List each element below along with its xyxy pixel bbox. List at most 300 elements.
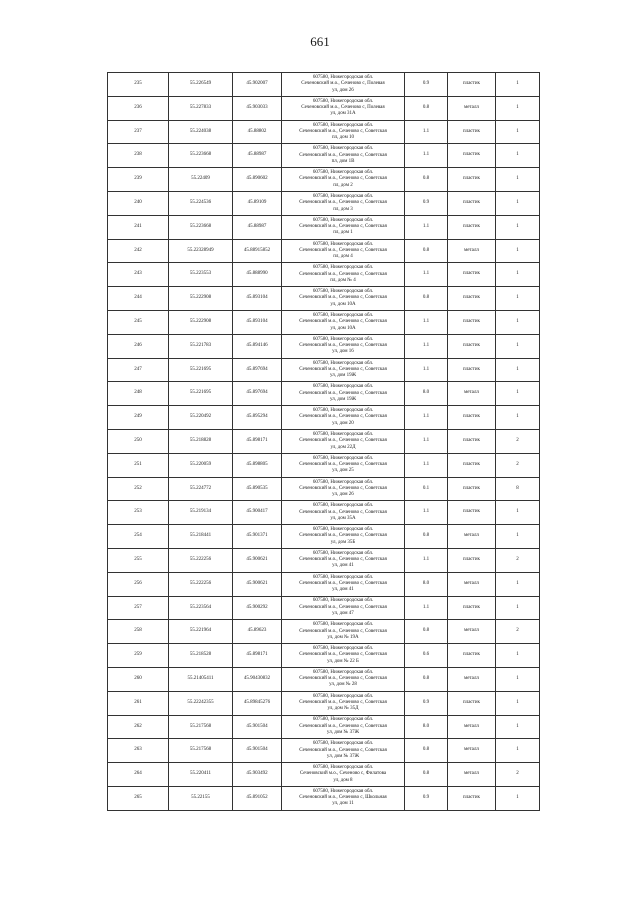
table-row xyxy=(108,739,540,763)
row-number-cell: 264 xyxy=(108,763,169,787)
longitude-cell: 45.898805 xyxy=(233,453,282,477)
row-number-cell: 263 xyxy=(108,739,169,763)
address-line: Сеченовский м.о., Сеченово с, Советская xyxy=(299,580,387,586)
address-line: Сеченовский м.о., Сеченово с, Советская xyxy=(299,723,387,729)
address-cell xyxy=(282,144,405,168)
material-cell: металл xyxy=(448,739,496,763)
table-row xyxy=(108,644,540,668)
count-cell: 1 xyxy=(496,382,540,406)
longitude-cell: 45.903492 xyxy=(233,763,282,787)
address-cell xyxy=(282,453,405,477)
address-cell xyxy=(282,73,405,97)
address-cell xyxy=(282,644,405,668)
material-cell: пластик xyxy=(448,644,496,668)
row-number-cell: 235 xyxy=(108,73,169,97)
address-cell xyxy=(282,287,405,311)
row-number-cell: 250 xyxy=(108,429,169,453)
material-cell: пластик xyxy=(448,691,496,715)
material-cell: пластик xyxy=(448,596,496,620)
count-cell: 1 xyxy=(496,287,540,311)
row-number-cell: 258 xyxy=(108,620,169,644)
address-cell xyxy=(282,620,405,644)
row-number-cell: 239 xyxy=(108,168,169,192)
material-cell: металл xyxy=(448,96,496,120)
row-number-cell: 240 xyxy=(108,191,169,215)
latitude-cell: 55.218828 xyxy=(169,429,233,453)
volume-cell: 1.1 xyxy=(405,596,448,620)
material-cell: пластик xyxy=(448,73,496,97)
table-row xyxy=(108,548,540,572)
volume-cell: 0.6 xyxy=(405,644,448,668)
material-cell: пластик xyxy=(448,477,496,501)
address-line: 607580, Нижегородская обл. xyxy=(312,717,374,723)
count-cell: 1 xyxy=(496,691,540,715)
volume-cell: 0.1 xyxy=(405,477,448,501)
address-line: 607580, Нижегородская обл. xyxy=(312,98,374,104)
longitude-cell: 45.89623 xyxy=(233,620,282,644)
address-cell xyxy=(282,667,405,691)
address-cell xyxy=(282,191,405,215)
longitude-cell: 45.888990 xyxy=(233,263,282,287)
material-cell: металл xyxy=(448,715,496,739)
address-line: ул, дом № 37Ж xyxy=(326,753,360,759)
material-cell: металл xyxy=(448,763,496,787)
address-line: Сеченовский м.о., Сеченово с, Советская xyxy=(299,628,387,634)
address-line: ул, дом 11 xyxy=(332,801,354,807)
count-cell: 1 xyxy=(496,168,540,192)
longitude-cell: 45.898171 xyxy=(233,429,282,453)
row-number-cell: 246 xyxy=(108,334,169,358)
address-line: Сеченовский м.о., Сеченово с, Советская xyxy=(299,509,387,515)
longitude-cell: 45.898171 xyxy=(233,644,282,668)
address-line: Сеченовский м.о., Сеченово с, Советская xyxy=(299,200,387,206)
count-cell: 1 xyxy=(496,715,540,739)
volume-cell: 0.8 xyxy=(405,763,448,787)
table-row xyxy=(108,691,540,715)
table-row xyxy=(108,191,540,215)
address-cell xyxy=(282,96,405,120)
address-line: Сеченовский м.о., Сеченово с, Советская xyxy=(299,295,387,301)
table-body xyxy=(108,73,540,811)
latitude-cell: 55.221783 xyxy=(169,334,233,358)
address-line: Сеченовский м.о., Сеченово с, Советская xyxy=(299,747,387,753)
address-line: Сеченовский м.о., Сеченово с, Советская xyxy=(299,319,387,325)
address-line: ул, дом 10А xyxy=(330,301,356,307)
longitude-cell: 45.88802 xyxy=(233,120,282,144)
address-line: ул, дом 16 xyxy=(332,349,354,355)
address-cell xyxy=(282,358,405,382)
address-line: 607580, Нижегородская обл. xyxy=(312,455,374,461)
latitude-cell: 55.223668 xyxy=(169,144,233,168)
table-row xyxy=(108,120,540,144)
longitude-cell: 45.900417 xyxy=(233,501,282,525)
volume-cell: 0.9 xyxy=(405,786,448,810)
longitude-cell: 45.901504 xyxy=(233,739,282,763)
count-cell: 1 xyxy=(496,239,540,263)
address-cell xyxy=(282,168,405,192)
longitude-cell: 45.897694 xyxy=(233,382,282,406)
latitude-cell: 55.222256 xyxy=(169,548,233,572)
address-line: ул, дом 26 xyxy=(332,87,354,93)
material-cell: металл xyxy=(448,572,496,596)
latitude-cell: 55.217568 xyxy=(169,715,233,739)
row-number-cell: 252 xyxy=(108,477,169,501)
address-line: ул, дом 8 xyxy=(333,777,353,783)
address-line: Сеченовский м.о., Сеченово с, Полевая xyxy=(301,81,385,87)
address-cell xyxy=(282,310,405,334)
address-cell xyxy=(282,239,405,263)
volume-cell: 1.1 xyxy=(405,358,448,382)
material-cell: металл xyxy=(448,525,496,549)
count-cell: 1 xyxy=(496,525,540,549)
longitude-cell: 45.89109 xyxy=(233,191,282,215)
material-cell: пластик xyxy=(448,168,496,192)
address-cell xyxy=(282,691,405,715)
latitude-cell: 55.220059 xyxy=(169,453,233,477)
volume-cell: 1.1 xyxy=(405,120,448,144)
page-number: 661 xyxy=(310,34,330,49)
address-cell xyxy=(282,715,405,739)
longitude-cell: 45.891052 xyxy=(233,786,282,810)
address-line: 607580, Нижегородская обл. xyxy=(312,431,374,437)
table-row xyxy=(108,96,540,120)
material-cell: пластик xyxy=(448,548,496,572)
latitude-cell: 55.222256 xyxy=(169,572,233,596)
table-row xyxy=(108,310,540,334)
address-line: ул, дом № 37Ж xyxy=(326,730,360,736)
address-line: 607580, Нижегородская обл. xyxy=(312,503,374,509)
address-line: 607580, Нижегородская обл. xyxy=(312,265,374,271)
latitude-cell: 55.218441 xyxy=(169,525,233,549)
address-line: 607580, Нижегородская обл. xyxy=(312,336,374,342)
address-line: Сеченовский м.о., Сеченово с, Советская xyxy=(299,366,387,372)
address-line: Сеченовский м.о., Сеченово с, Филатова xyxy=(299,771,387,777)
address-cell xyxy=(282,263,405,287)
longitude-cell: 45.890602 xyxy=(233,168,282,192)
longitude-cell: 45.895294 xyxy=(233,406,282,430)
volume-cell: 8.0 xyxy=(405,572,448,596)
longitude-cell: 45.900621 xyxy=(233,572,282,596)
count-cell: 2 xyxy=(496,429,540,453)
address-line: 607580, Нижегородская обл. xyxy=(312,122,374,128)
table-row xyxy=(108,144,540,168)
address-line: пл, дом 10 xyxy=(331,135,355,141)
latitude-cell: 55.221964 xyxy=(169,620,233,644)
row-number-cell: 265 xyxy=(108,786,169,810)
material-cell: пластик xyxy=(448,358,496,382)
longitude-cell: 45.893104 xyxy=(233,287,282,311)
address-cell xyxy=(282,548,405,572)
count-cell: 1 xyxy=(496,191,540,215)
address-cell xyxy=(282,525,405,549)
material-cell: металл xyxy=(448,620,496,644)
address-line: 607580, Нижегородская обл. xyxy=(312,289,374,295)
volume-cell: 1.1 xyxy=(405,215,448,239)
address-cell xyxy=(282,382,405,406)
address-line: Сеченовский м.о., Сеченово с, Советская xyxy=(299,462,387,467)
row-number-cell: 256 xyxy=(108,572,169,596)
table-row xyxy=(108,287,540,311)
volume-cell: 1.1 xyxy=(405,429,448,453)
address-line: 607580, Нижегородская обл. xyxy=(312,360,374,366)
address-cell xyxy=(282,120,405,144)
address-line: пл, дом 4 xyxy=(333,254,353,260)
row-number-cell: 236 xyxy=(108,96,169,120)
count-cell: 1 xyxy=(496,358,540,382)
address-line: ул, дом 19Ж xyxy=(329,373,357,379)
row-number-cell: 260 xyxy=(108,667,169,691)
table-row xyxy=(108,501,540,525)
table-row xyxy=(108,715,540,739)
address-line: 607580, Нижегородская обл. xyxy=(312,479,374,485)
row-number-cell: 257 xyxy=(108,596,169,620)
row-number-cell: 242 xyxy=(108,239,169,263)
address-line: 607580, Нижегородская обл. xyxy=(312,170,374,176)
latitude-cell: 55.220492 xyxy=(169,406,233,430)
address-line: 607580, Нижегородская обл. xyxy=(312,408,374,414)
longitude-cell: 45.901371 xyxy=(233,525,282,549)
volume-cell: 1.1 xyxy=(405,453,448,477)
material-cell: пластик xyxy=(448,191,496,215)
volume-cell: 0.8 xyxy=(405,239,448,263)
address-line: ул, дом № 28 xyxy=(329,682,357,688)
address-cell xyxy=(282,763,405,787)
count-cell: 2 xyxy=(496,763,540,787)
volume-cell: 0.8 xyxy=(405,168,448,192)
table-row xyxy=(108,168,540,192)
longitude-cell: 45.88987 xyxy=(233,144,282,168)
address-cell xyxy=(282,215,405,239)
row-number-cell: 259 xyxy=(108,644,169,668)
address-line: ул, дом 41 xyxy=(332,587,354,593)
volume-cell: 0.8 xyxy=(405,287,448,311)
address-cell xyxy=(282,572,405,596)
latitude-cell: 55.223553 xyxy=(169,263,233,287)
material-cell: пластик xyxy=(448,406,496,430)
count-cell: 1 xyxy=(496,96,540,120)
address-cell xyxy=(282,477,405,501)
material-cell: металл xyxy=(448,382,496,406)
table-row xyxy=(108,620,540,644)
latitude-cell: 55.220411 xyxy=(169,763,233,787)
longitude-cell: 45.900292 xyxy=(233,596,282,620)
material-cell: пластик xyxy=(448,120,496,144)
table-row xyxy=(108,239,540,263)
material-cell: пластик xyxy=(448,786,496,810)
volume-cell: 8.0 xyxy=(405,715,448,739)
address-line: ул, дом 20 xyxy=(332,420,354,426)
material-cell: пластик xyxy=(448,263,496,287)
latitude-cell: 55.222908 xyxy=(169,310,233,334)
address-line: 607580, Нижегородская обл. xyxy=(312,646,374,652)
table-row xyxy=(108,477,540,501)
address-cell xyxy=(282,739,405,763)
count-cell: 1 xyxy=(496,144,540,168)
address-cell xyxy=(282,596,405,620)
material-cell: пластик xyxy=(448,334,496,358)
address-line: 607580, Нижегородская обл. xyxy=(312,312,374,318)
address-line: 607580, Нижегородская обл. xyxy=(312,527,374,533)
count-cell: 1 xyxy=(496,739,540,763)
address-line: ул, дом № 19А xyxy=(327,634,359,640)
table-row xyxy=(108,382,540,406)
count-cell: 1 xyxy=(496,120,540,144)
material-cell: металл xyxy=(448,667,496,691)
latitude-cell: 55.222908 xyxy=(169,287,233,311)
address-line: ул, дом № 22 Б xyxy=(327,658,359,664)
latitude-cell: 55.221695 xyxy=(169,358,233,382)
volume-cell: 0.8 xyxy=(405,525,448,549)
address-line: Сеченовский м.о., Сеченово с, Советская xyxy=(299,699,387,705)
address-line: 607580, Нижегородская обл. xyxy=(312,788,374,794)
longitude-cell: 45.890535 xyxy=(233,477,282,501)
address-line: Сеченовский м.о., Сеченово с, Советская xyxy=(299,485,387,491)
address-line: Сеченовский м.о., Сеченово с, Советская xyxy=(299,343,387,349)
row-number-cell: 261 xyxy=(108,691,169,715)
address-line: Сеченовский м.о., Сеченово с, Советская xyxy=(299,557,387,563)
material-cell: пластик xyxy=(448,144,496,168)
address-line: 607580, Нижегородская обл. xyxy=(312,598,374,604)
volume-cell: 0.8 xyxy=(405,739,448,763)
address-line: пл, дом 1В xyxy=(331,158,355,164)
address-line: Сеченовский м.о., Сеченово с, Советская xyxy=(299,414,387,420)
longitude-cell: 45.903033 xyxy=(233,96,282,120)
longitude-cell: 45.90430832 xyxy=(233,667,282,691)
row-number-cell: 251 xyxy=(108,453,169,477)
volume-cell: 0.9 xyxy=(405,191,448,215)
row-number-cell: 262 xyxy=(108,715,169,739)
latitude-cell: 55.223668 xyxy=(169,215,233,239)
count-cell: 1 xyxy=(496,501,540,525)
material-cell: пластик xyxy=(448,453,496,477)
address-line: 607580, Нижегородская обл. xyxy=(312,622,374,628)
container-sites-table xyxy=(107,72,540,811)
longitude-cell: 45.897694 xyxy=(233,358,282,382)
latitude-cell: 55.227833 xyxy=(169,96,233,120)
longitude-cell: 45.902007 xyxy=(233,73,282,97)
address-line: Сеченовский м.о., Сеченово с, Советская xyxy=(299,676,387,682)
address-line: пл, дом 3 xyxy=(333,206,353,212)
address-line: пл, дом 1 xyxy=(333,230,353,236)
latitude-cell: 55.217568 xyxy=(169,739,233,763)
material-cell: пластик xyxy=(448,429,496,453)
table-row xyxy=(108,453,540,477)
latitude-cell: 55.224536 xyxy=(169,191,233,215)
latitude-cell: 55.221695 xyxy=(169,382,233,406)
count-cell: 2 xyxy=(496,453,540,477)
address-line: 607580, Нижегородская обл. xyxy=(312,384,374,390)
address-line: 607580, Нижегородская обл. xyxy=(312,217,374,223)
table-row xyxy=(108,525,540,549)
longitude-cell: 45.894146 xyxy=(233,334,282,358)
longitude-cell: 45.901504 xyxy=(233,715,282,739)
count-cell: 1 xyxy=(496,667,540,691)
material-cell: металл xyxy=(448,239,496,263)
volume-cell: 0.9 xyxy=(405,691,448,715)
count-cell: 1 xyxy=(496,310,540,334)
table-row xyxy=(108,73,540,97)
count-cell: 1 xyxy=(496,334,540,358)
count-cell: 1 xyxy=(496,786,540,810)
table-row xyxy=(108,263,540,287)
row-number-cell: 238 xyxy=(108,144,169,168)
count-cell: 1 xyxy=(496,215,540,239)
latitude-cell: 55.219134 xyxy=(169,501,233,525)
count-cell: 2 xyxy=(496,620,540,644)
latitude-cell: 55.22328949 xyxy=(169,239,233,263)
volume-cell: 0.9 xyxy=(405,73,448,97)
address-cell xyxy=(282,786,405,810)
row-number-cell: 244 xyxy=(108,287,169,311)
row-number-cell: 254 xyxy=(108,525,169,549)
address-line: ул, дом 25 xyxy=(332,468,354,474)
address-line: ул, дом 10А xyxy=(330,325,356,331)
table-row xyxy=(108,358,540,382)
latitude-cell: 55.21405411 xyxy=(169,667,233,691)
count-cell: 1 xyxy=(496,73,540,97)
volume-cell: 1.1 xyxy=(405,144,448,168)
longitude-cell: 45.88915852 xyxy=(233,239,282,263)
latitude-cell: 55.223564 xyxy=(169,596,233,620)
address-line: ул, дом 41 xyxy=(332,563,354,569)
address-line: Сеченовский м.о., Сеченово с, Советская xyxy=(299,533,387,539)
count-cell: 1 xyxy=(496,572,540,596)
address-line: ул, дом 26 xyxy=(332,492,354,498)
address-cell xyxy=(282,429,405,453)
table-row xyxy=(108,334,540,358)
address-line: Сеченовский м.о., Сеченово с, Советская xyxy=(299,604,387,610)
volume-cell: 1.1 xyxy=(405,310,448,334)
volume-cell: 1.1 xyxy=(405,548,448,572)
volume-cell: 1.1 xyxy=(405,334,448,358)
latitude-cell: 55.22409 xyxy=(169,168,233,192)
row-number-cell: 249 xyxy=(108,406,169,430)
address-line: Сеченовский м.о., Сеченово с, Советская xyxy=(299,176,387,182)
count-cell: 1 xyxy=(496,263,540,287)
address-line: Сеченовский м.о., Сеченово с, Советская xyxy=(299,390,387,396)
longitude-cell: 45.89845276 xyxy=(233,691,282,715)
address-line: 607580, Нижегородская обл. xyxy=(312,574,374,580)
row-number-cell: 243 xyxy=(108,263,169,287)
count-cell: 1 xyxy=(496,596,540,620)
address-line: ул, дом 31А xyxy=(330,111,356,117)
address-line: 607580, Нижегородская обл. xyxy=(312,693,374,699)
address-line: Сеченовский м.о., Сеченово с, Советская xyxy=(299,438,387,444)
material-cell: пластик xyxy=(448,215,496,239)
longitude-cell: 45.900621 xyxy=(233,548,282,572)
address-line: ул, дом № 35Д xyxy=(327,706,359,712)
address-line: Сеченовский м.о., Сеченово с, Советская xyxy=(299,224,387,230)
row-number-cell: 241 xyxy=(108,215,169,239)
material-cell: пластик xyxy=(448,287,496,311)
table-row xyxy=(108,667,540,691)
address-line: пл, дом 2 xyxy=(333,182,353,188)
address-line: ул, дом 22Д xyxy=(330,444,356,450)
volume-cell: 1.1 xyxy=(405,406,448,430)
address-line: ул, дом 47 xyxy=(332,611,354,617)
address-line: ул, дом 35А xyxy=(330,515,356,521)
table-row xyxy=(108,763,540,787)
address-line: 607580, Нижегородская обл. xyxy=(312,146,374,152)
latitude-cell: 55.224772 xyxy=(169,477,233,501)
address-line: 607580, Нижегородская обл. xyxy=(312,741,374,747)
address-line: 607580, Нижегородская обл. xyxy=(312,765,374,771)
row-number-cell: 253 xyxy=(108,501,169,525)
volume-cell: 1.1 xyxy=(405,263,448,287)
address-line: 607580, Нижегородская обл. xyxy=(312,74,374,80)
address-line: 607580, Нижегородская обл. xyxy=(312,193,374,199)
row-number-cell: 248 xyxy=(108,382,169,406)
